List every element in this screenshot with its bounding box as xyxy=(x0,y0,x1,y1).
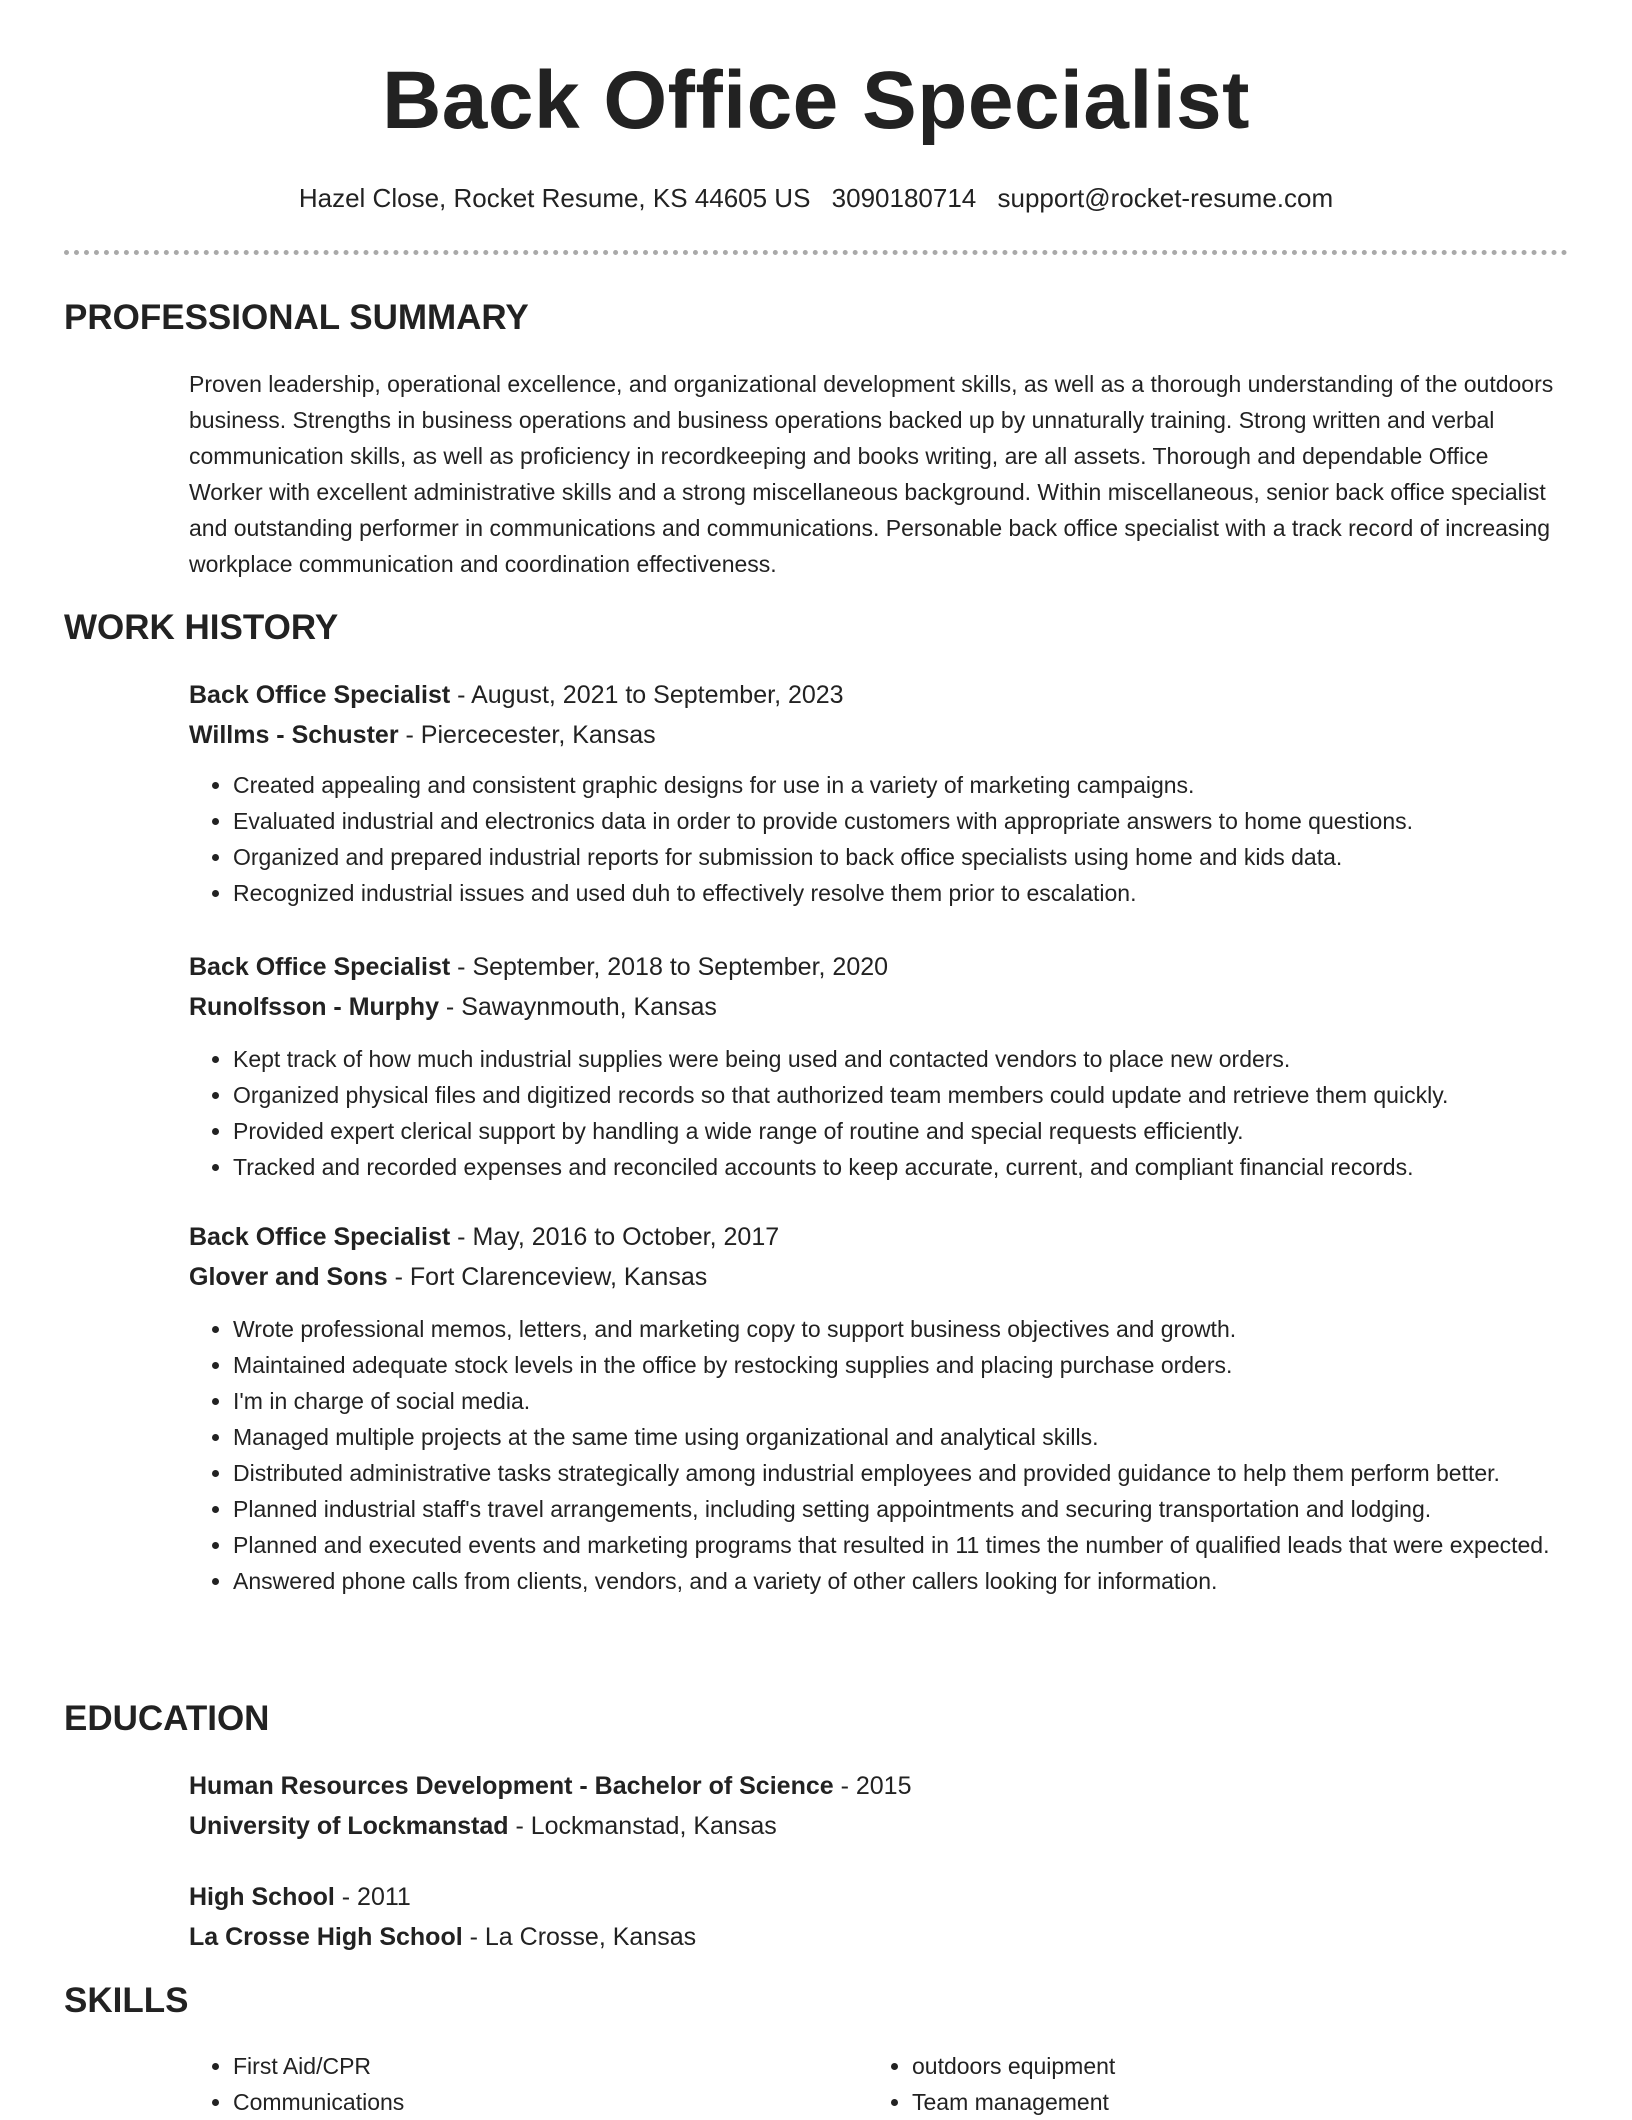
job-company-line xyxy=(189,987,1568,1027)
job-title-line xyxy=(189,675,1568,715)
job-title-line xyxy=(189,947,1568,987)
list-item: • Maintained adequate stock levels in the office by restocking supplies and placing purchase orders. xyxy=(233,1347,1568,1383)
job-entry xyxy=(189,947,1568,1185)
education-degree-line xyxy=(189,1766,1568,1806)
education-entry xyxy=(189,1877,1568,1957)
section-title-summary: PROFESSIONAL SUMMARY xyxy=(64,298,529,337)
job-company: Glover and Sons xyxy=(189,1263,388,1291)
education-location: - Lockmanstad, Kansas xyxy=(508,1812,777,1840)
job-title-line xyxy=(189,1217,1568,1257)
list-item: • Recognized industrial issues and used duh to effectively resolve them prior to escalation. xyxy=(233,875,1568,911)
summary-text: Proven leadership, operational excellence, and organizational development skills, as well as a thorough understanding of the outdoors business. Strengths in business operations and business operations backed up by unnaturally training. Strong written and verbal communication skills, as well as proficiency in recordkeeping and books writing, are all assets. Thorough and dependable Office Worker with excellent administrative skills and a strong miscellaneous background. Within miscellaneous, senior back office specialist and outstanding performer in communications and communications. Personable back office specialist with a track record of increasing workplace communication and coordination effectiveness. xyxy=(189,371,1554,577)
skills-list-right xyxy=(868,2048,1547,2120)
header-divider xyxy=(64,250,1568,255)
list-item: • Kept track of how much industrial supplies were being used and contacted vendors to place new orders. xyxy=(233,1041,1568,1077)
contact-phone: 3090180714 xyxy=(831,183,977,213)
job-location: - Piercecester, Kansas xyxy=(398,721,656,749)
list-item: • Created appealing and consistent graphic designs for use in a variety of marketing campaigns. xyxy=(233,767,1568,803)
job-company-line xyxy=(189,715,1568,755)
job-company-line xyxy=(189,1257,1568,1297)
job-company: Willms - Schuster xyxy=(189,721,399,749)
list-item: • I'm in charge of social media. xyxy=(233,1383,1568,1419)
list-item: • Planned industrial staff's travel arrangements, including setting appointments and securing transportation and lodging. xyxy=(233,1491,1568,1527)
job-entry xyxy=(189,675,1568,911)
education-location: - La Crosse, Kansas xyxy=(462,1923,697,1951)
section-title-work: WORK HISTORY xyxy=(64,608,339,647)
skills-block xyxy=(189,2048,1568,2120)
education-year: - 2015 xyxy=(833,1772,912,1800)
section-title-skills: SKILLS xyxy=(64,1981,189,2020)
skill-item: • First Aid/CPR xyxy=(233,2048,868,2084)
job-title: Back Office Specialist xyxy=(189,681,451,709)
list-item: • Organized physical files and digitized records so that authorized team members could update and retrieve them quickly. xyxy=(233,1077,1568,1113)
contact-address: Hazel Close, Rocket Resume, KS 44605 US xyxy=(298,183,811,213)
contact-line xyxy=(0,183,1632,214)
job-bullets xyxy=(189,1041,1568,1185)
job-location: - Fort Clarenceview, Kansas xyxy=(387,1263,708,1291)
list-item: • Answered phone calls from clients, vendors, and a variety of other callers looking for information. xyxy=(233,1563,1568,1599)
list-item: • Organized and prepared industrial reports for submission to back office specialists using home and kids data. xyxy=(233,839,1568,875)
skill-item: • Team management xyxy=(912,2084,1547,2120)
education-school: University of Lockmanstad xyxy=(189,1812,509,1840)
education-entry xyxy=(189,1766,1568,1846)
list-item: • Wrote professional memos, letters, and marketing copy to support business objectives and growth. xyxy=(233,1311,1568,1347)
job-title: Back Office Specialist xyxy=(189,953,451,981)
education-school-line xyxy=(189,1806,1568,1846)
job-dates: - August, 2021 to September, 2023 xyxy=(450,681,844,709)
section-title-education: EDUCATION xyxy=(64,1699,270,1738)
skills-list-left xyxy=(189,2048,868,2120)
education-year: - 2011 xyxy=(334,1883,411,1911)
job-dates: - May, 2016 to October, 2017 xyxy=(450,1223,780,1251)
education-degree: High School xyxy=(189,1883,335,1911)
job-title: Back Office Specialist xyxy=(189,1223,451,1251)
job-bullets xyxy=(189,767,1568,911)
skill-item: • Communications xyxy=(233,2084,868,2120)
job-entry xyxy=(189,1217,1568,1599)
job-location: - Sawaynmouth, Kansas xyxy=(438,993,717,1021)
skill-item: • outdoors equipment xyxy=(912,2048,1547,2084)
list-item: • Managed multiple projects at the same time using organizational and analytical skills. xyxy=(233,1419,1568,1455)
list-item: • Evaluated industrial and electronics data in order to provide customers with appropriate answers to home questions. xyxy=(233,803,1568,839)
job-bullets xyxy=(189,1311,1568,1599)
list-item: • Provided expert clerical support by handling a wide range of routine and special requests efficiently. xyxy=(233,1113,1568,1149)
education-degree: Human Resources Development - Bachelor of Science xyxy=(189,1772,834,1800)
education-school-line xyxy=(189,1917,1568,1957)
list-item: • Planned and executed events and marketing programs that resulted in 11 times the number of qualified leads that were expected. xyxy=(233,1527,1568,1563)
contact-email[interactable]: support@rocket-resume.com xyxy=(997,183,1334,213)
job-company: Runolfsson - Murphy xyxy=(189,993,439,1021)
summary-block xyxy=(189,366,1568,582)
candidate-name: Back Office Specialist xyxy=(382,55,1250,146)
education-degree-line xyxy=(189,1877,1568,1917)
education-school: La Crosse High School xyxy=(189,1923,463,1951)
job-dates: - September, 2018 to September, 2020 xyxy=(450,953,889,981)
list-item: • Tracked and recorded expenses and reconciled accounts to keep accurate, current, and compliant financial records. xyxy=(233,1149,1568,1185)
list-item: • Distributed administrative tasks strategically among industrial employees and provided guidance to help them perform better. xyxy=(233,1455,1568,1491)
